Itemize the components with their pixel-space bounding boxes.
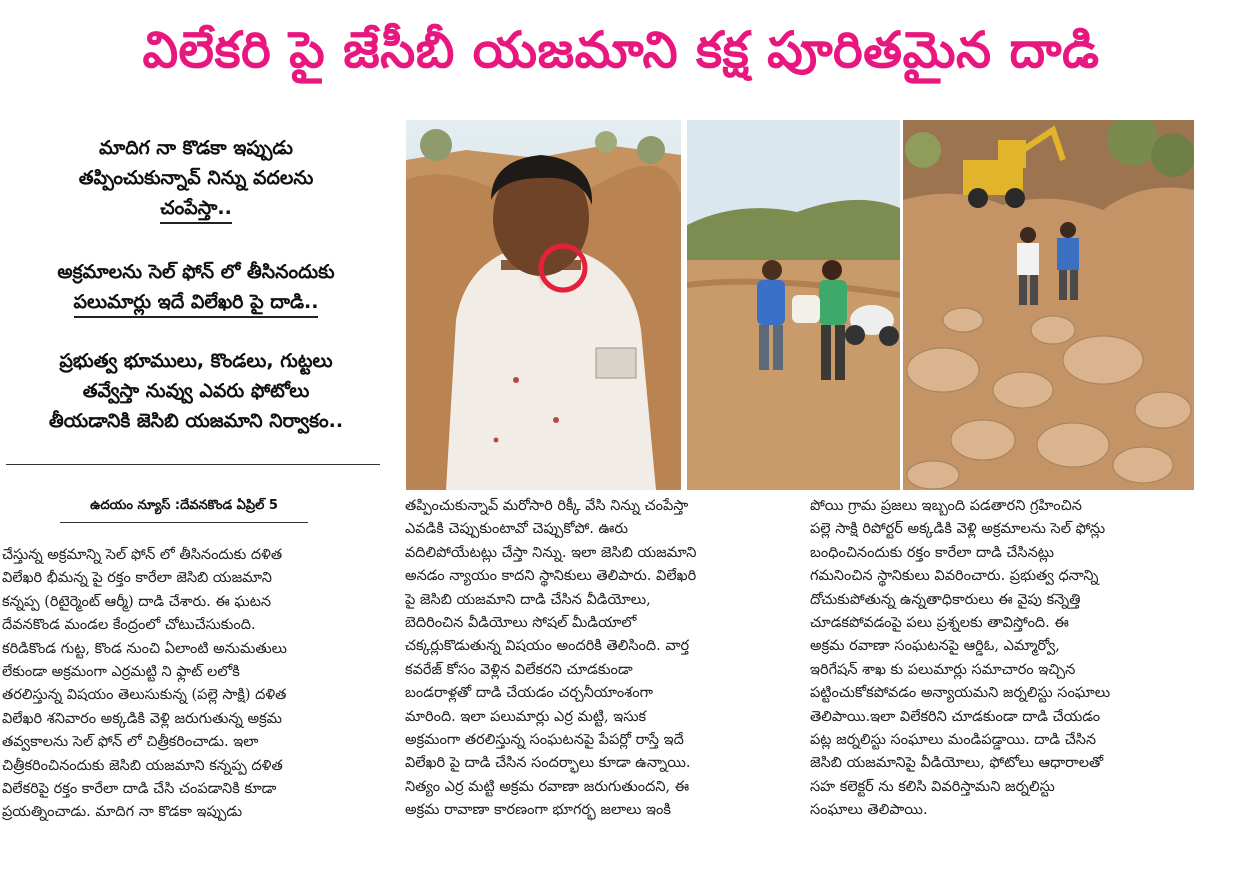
- article-line: అక్రమ రావాణా కారణంగా భూగర్భ జలాలు ఇంకి: [405, 802, 671, 819]
- assault-scene-photo: [687, 120, 900, 490]
- quote-line: మాదిగ నా కొడకా ఇప్పుడు: [99, 137, 293, 159]
- article-line: గమనించిన స్థానికులు వివరించారు. ప్రభుత్వ ధనాన్ని: [810, 568, 1099, 585]
- article-line: బెదిరించిన వీడియోలు సోషల్ మీడియాలో: [405, 615, 637, 632]
- article-line: బంధించినందుకు రక్తం కారేలా దాడి చేసినట్లు: [810, 544, 1054, 561]
- article-line: తరలిస్తున్న విషయం తెలుసుకున్న (పల్లె సాక్షి) దళిత: [2, 687, 287, 704]
- article-column-1: [2, 544, 386, 825]
- quote-line: పలుమార్లు ఇదే విలేఖరి పై దాడి..: [74, 291, 319, 318]
- article-line: బండరాళ్లతో దాడి చేయడం చర్చనీయాంశంగా: [405, 685, 653, 702]
- article-line: అక్రమంగా తరలిస్తున్న సంఘటనపై పేపర్లో రాస్తే ఇదే: [405, 732, 684, 749]
- article-line: కవరేజ్ కోసం వెళ్లిన విలేకరని చూడకుండా: [405, 661, 633, 678]
- article-line: పట్టించుకోకపోవడం అన్యాయమని జర్నలిస్టు సంఘాలు: [810, 685, 1111, 702]
- article-line: కరిడికొండ గుట్ట, కొండ నుంచి ఏలాంటి అనుమతులు: [2, 640, 287, 657]
- jcb-quarry-photo: [903, 120, 1194, 490]
- article-line: తవ్వకాలను సెల్ ఫోన్ లో చిత్రీకరించాడు. ఇలా: [2, 734, 259, 751]
- pull-quote-land-grab: [0, 346, 392, 436]
- article-line: చక్కర్లుకొడుతున్న విషయం అందరికి తెలిసింది. వార్త: [405, 638, 690, 655]
- article-line: జెసిబి యజమానిపై వీడియోలు, ఫోటోలు ఆధారాలతో: [810, 755, 1104, 772]
- article-line: విలేఖరి భీమన్న పై రక్తం కారేలా జెసిబి యజమాని: [2, 570, 272, 587]
- article-line: విలేఖరి శనివారం అక్కడికి వెళ్లి జరుగుతున్న అక్రమ: [2, 710, 283, 727]
- article-line: తప్పించుకున్నావ్ మరోసారి రిక్కీ వేసి నిన్ను చంపేస్తా: [405, 498, 689, 514]
- article-line: పల్లె సాక్షి రిపోర్టర్ అక్కడికి వెళ్లి అక్రమాలను సెల్ ఫోన్లు: [810, 521, 1106, 538]
- article-line: అనడం న్యాయం కాదని స్థానికులు తెలిపారు. విలేఖరి: [405, 568, 697, 585]
- article-line: కన్నప్ప (రిటైర్మెంట్ ఆర్మీ) దాడి చేశారు. ఈ ఘటన: [2, 593, 272, 610]
- article-line: పై జెసిబి యజమాని దాడి చేసిన వీడియోలు,: [405, 591, 651, 608]
- article-line: చూడకపోవడంపై పలు ప్రశ్నలకు తావిస్తోంది. ఈ: [810, 615, 1069, 632]
- article-line: పోయి గ్రామ ప్రజలు ఇబ్బంది పడతారని గ్రహించిన: [810, 498, 1082, 514]
- article-line: దేవనకొండ మండల కేంద్రంలో చోటుచేసుకుంది.: [2, 617, 256, 634]
- article-line: నిత్యం ఎర్ర మట్టి అక్రమ రవాణా జరుగుతుందని, ఈ: [405, 778, 690, 795]
- headline: విలేకరి పై జేసీబీ యజమాని కక్ష పూరితమైన దాడి: [142, 21, 1100, 79]
- article-line: తెలిపాయి.ఇలా విలేకరిని చూడకుండా దాడి చేయడం: [810, 708, 1101, 725]
- quote-line: ప్రభుత్వ భూములు, కొండలు, గుట్టలు: [59, 350, 333, 372]
- article-line: అక్రమ రవాణా సంఘటనపై ఆర్డిఓ, ఎమ్మార్వో,: [810, 638, 1060, 655]
- article-line: ప్రయత్నించాడు. మాదిగ నా కొడకా ఇప్పుడు: [2, 804, 243, 821]
- article-line: చిత్రీకరించినందుకు జెసిబి యజమాని కన్నప్ప దళిత: [2, 757, 283, 774]
- article-line: సంఘాలు తెలిపాయి.: [810, 802, 928, 819]
- injured-reporter-photo: [406, 120, 681, 490]
- quote-line: అక్రమాలను సెల్ ఫోన్ లో తీసినందుకు: [57, 261, 335, 283]
- article-column-3: [810, 495, 1194, 823]
- article-column-2: [405, 495, 783, 823]
- article-line: ఎవడికి చెప్పుకుంటావో చెప్పుకోపో. ఊరు: [405, 521, 628, 538]
- article-line: లేకుండా అక్రమంగా ఎర్రమట్టి ని ఫ్లాట్ లలోకి: [2, 664, 240, 681]
- article-line: పట్ల జర్నలిస్టు సంఘాలు మండిపడ్డాయి. దాడి చేసిన: [810, 732, 1097, 749]
- article-line: సహ కలెక్టర్ ను కలిసి వివరిస్తామని జర్నలిస్టు: [810, 778, 1055, 795]
- article-line: చేస్తున్న అక్రమాన్ని సెల్ ఫోన్ లో తీసినందుకు దళిత: [2, 547, 283, 563]
- quote-line: తవ్వేస్తా నువ్వు ఎవరు ఫోటోలు: [82, 380, 310, 402]
- article-line: మారింది. ఇలా పలుమార్లు ఎర్ర మట్టి, ఇసుక: [405, 708, 647, 725]
- pull-quote-repeated-attack: [0, 257, 392, 317]
- article-line: విలేఖరి పై దాడి చేసిన సందర్భాలు కూడా ఉన్నాయి.: [405, 755, 691, 772]
- pull-quote-threat: [0, 133, 392, 223]
- dateline: ఉదయం న్యూస్ :దేవనకొండ ఏప్రిల్ 5: [60, 498, 308, 523]
- quote-line: చంపేస్తా..: [160, 197, 232, 224]
- article-line: ఇరిగేషన్ శాఖ కు పలుమార్లు సమాచారం ఇచ్చిన: [810, 661, 1076, 678]
- article-line: విలేకరిపై రక్తం కారేలా దాడి చేసి చంపడానికి కూడా: [2, 781, 277, 798]
- divider: [6, 464, 380, 465]
- article-line: వదిలిపోయేటట్లు చేస్తా నిన్ను. ఇలా జెసిబి యజమాని: [405, 544, 697, 561]
- quote-line: తప్పించుకున్నావ్ నిన్ను వదలను: [78, 167, 314, 189]
- article-line: దోచుకుపోతున్న ఉన్నతాధికారులు ఈ వైపు కన్నెత్తి: [810, 591, 1081, 608]
- quote-line: తీయడానికి జెసిబి యజమాని నిర్వాకం..: [48, 410, 344, 432]
